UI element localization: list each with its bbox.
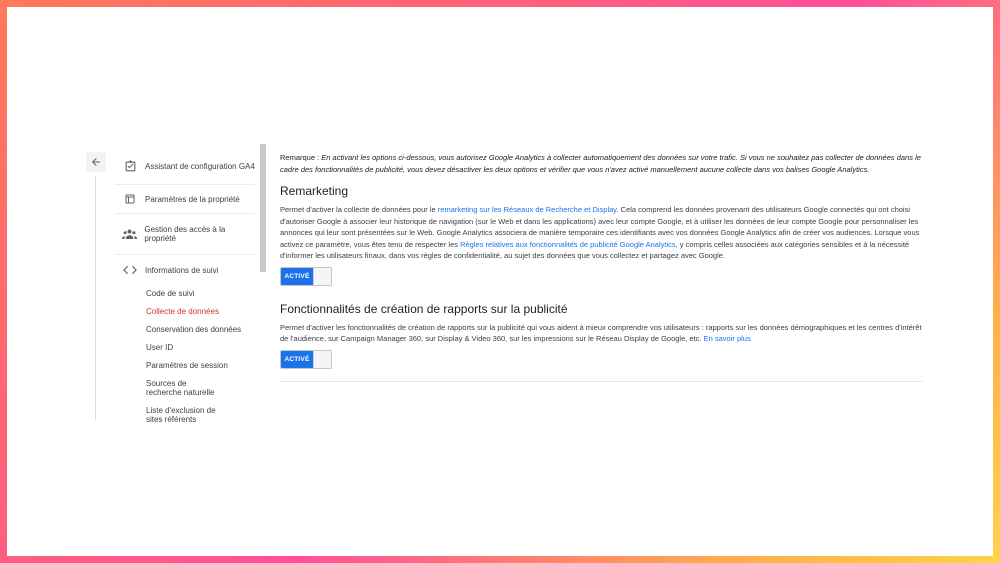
remarketing-text-1: Permet d'activer la collecte de données pour le (280, 205, 438, 214)
note-text: En activant les options ci-dessous, vous autorisez Google Analytics à collecter automatiquement des données sur votre trafic. Si vous ne souhaitez pas collecter de données dans le cadre des fonctionnalités de publicité, vous devez désactiver les deux options et vérifier que vous n'avez activé manuellement aucune collecte dans vos balises Google Analytics. (280, 153, 921, 174)
sidebar-item-access-management[interactable] (115, 214, 255, 255)
code-icon (121, 265, 139, 275)
subnav-item-organic-sources[interactable]: Sources de recherche naturelle (146, 379, 215, 397)
window-icon (121, 193, 139, 205)
data-collection-panel (280, 152, 924, 382)
sidebar-item-setup-assistant[interactable] (115, 148, 255, 185)
subnav-item-tracking-code[interactable]: Code de suivi (146, 289, 195, 298)
collection-note (280, 152, 924, 175)
sidebar-item-label: Informations de suivi (145, 265, 219, 275)
sidebar (115, 148, 255, 433)
people-icon (121, 228, 138, 240)
subnav-item-referral-exclusion[interactable]: Liste d'exclusion de sites référents (146, 406, 216, 424)
back-button[interactable] (86, 152, 106, 172)
sidebar-item-tracking-info[interactable] (115, 255, 255, 285)
subnav-item-user-id[interactable]: User ID (146, 343, 174, 352)
ad-reporting-toggle[interactable] (280, 350, 332, 369)
toggle-on-label: ACTIVÉ (281, 351, 313, 368)
arrow-left-icon (90, 156, 102, 168)
sidebar-item-label: Gestion des accès à la propriété (144, 225, 226, 243)
subnav-item-data-retention[interactable]: Conservation des données (146, 325, 242, 334)
toggle-on-label: ACTIVÉ (281, 268, 313, 285)
learn-more-link[interactable]: En savoir plus (703, 334, 751, 343)
tracking-subnav (115, 289, 255, 424)
toggle-knob (313, 268, 331, 285)
remarketing-description (280, 204, 924, 262)
remarketing-text-2: . Cela comprend les données provenant des utilisateurs Google connectés qui ont choisi d'autoriser Google à associer leur historique de navigation (sur le Web et dans les applications) avec leur compte Google, et à utiliser les données de leur compte Google pour personnaliser les annonces qui leur sont présentées sur le Web. Google Analytics associera de manière temporaire ces identifiants avec vos données Google Analytics afin de créer vos audiences. Lorsque vous activez ce paramètre, vous êtes tenu de respecter les (280, 205, 920, 249)
remarketing-toggle[interactable] (280, 267, 332, 286)
sidebar-scrollbar[interactable] (260, 144, 266, 272)
sidebar-item-label: Assistant de configuration GA4 (145, 161, 255, 171)
section-divider (280, 381, 922, 382)
remarketing-title: Remarketing (280, 184, 349, 198)
remarketing-text-3: , y compris celles associées aux catégories sensibles et à la nécessité d'informer les utilisateurs finaux, dans vos règles de confidentialité, au sujet des données que vous collectez et partagez avec Google. (280, 239, 910, 260)
ad-features-policy-link[interactable]: Règles relatives aux fonctionnalités de publicité Google Analytics (460, 239, 676, 249)
sidebar-item-label: Paramètres de la propriété (145, 194, 240, 204)
sidebar-item-property-settings[interactable] (115, 185, 255, 214)
checkbox-icon (121, 160, 139, 173)
toggle-knob (313, 351, 331, 368)
ad-reporting-description (280, 322, 924, 345)
remarketing-networks-link[interactable]: remarketing sur les Réseaux de Recherche et Display (437, 205, 617, 214)
note-label: Remarque : (280, 153, 320, 162)
subnav-item-data-collection[interactable]: Collecte de données (146, 307, 219, 316)
ad-reporting-title: Fonctionnalités de création de rapports sur la publicité (280, 301, 568, 316)
sidebar-divider (95, 176, 96, 420)
subnav-item-session-settings[interactable]: Paramètres de session (146, 361, 228, 370)
ad-reporting-text-1: Permet d'activer les fonctionnalités de création de rapports sur la publicité qui vous aident à mieux comprendre vos utilisateurs : rapports sur les données démographiques et les centres d'intérêt de l'audience, sur Campaign Manager 360, sur Display & Video 360, sur les impressions sur le Réseau Display de Google, etc. (280, 322, 922, 343)
